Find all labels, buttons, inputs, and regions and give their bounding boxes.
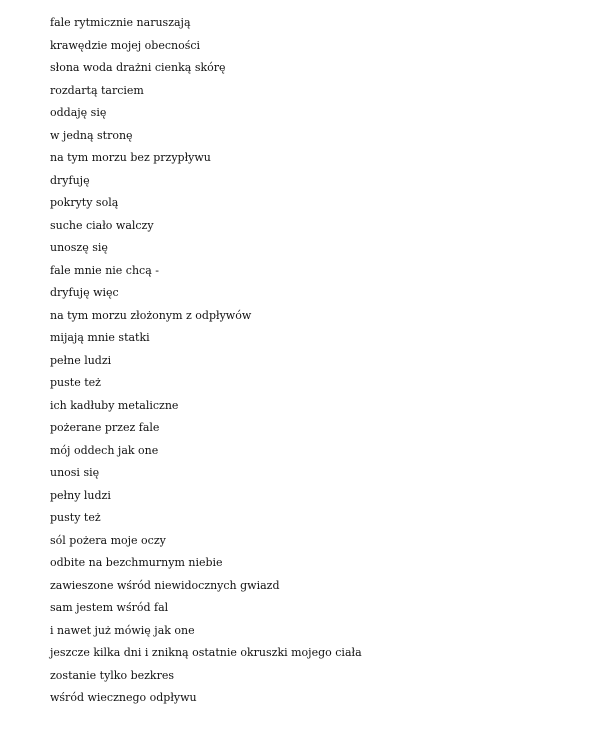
poem-line: w jedną stronę (50, 128, 133, 142)
poem-line: odbite na bezchmurnym niebie (50, 556, 223, 569)
poem-line: sól pożera moje oczy (50, 533, 166, 547)
poem-line: krawędzie mojej obecności (50, 38, 201, 52)
poem-line: mój oddech jak one (50, 443, 159, 457)
poem-line: wśród wiecznego odpływu (50, 691, 197, 704)
poem-line: słona woda drażni cienką skórę (50, 61, 226, 74)
poem-line: fale rytmicznie naruszają (50, 16, 191, 29)
poem-line: na tym morzu bez przypływu (50, 151, 211, 164)
poem-line: pełny ludzi (50, 488, 111, 502)
poem-line: ich kadłuby metaliczne (50, 398, 179, 412)
poem-line: rozdartą tarciem (50, 83, 144, 97)
poem-line: unosi się (50, 466, 100, 479)
poem-line: sam jestem wśród fal (50, 601, 169, 614)
poem-line: zostanie tylko bezkres (50, 668, 175, 682)
poem-line: fale mnie nie chcą - (50, 263, 159, 277)
poem-line: dryfuję więc (50, 286, 119, 299)
poem-line: pożerane przez fale (50, 421, 160, 434)
poem-line: pusty też (50, 511, 101, 524)
poem-line: pełne ludzi (50, 353, 112, 367)
poem-line: dryfuję (50, 173, 90, 187)
poem-line: i nawet już mówię jak one (50, 623, 195, 637)
poem-line: jeszcze kilka dni i znikną ostatnie okruszki mojego ciała (50, 646, 362, 659)
poem-line: mijają mnie statki (50, 331, 150, 344)
poem-line: pokryty solą (50, 196, 119, 209)
poem-line: unoszę się (50, 241, 108, 254)
poem-line: puste też (50, 376, 101, 389)
poem-line: suche ciało walczy (50, 218, 154, 232)
poem-text (50, 12, 362, 710)
poem-line: na tym morzu złożonym z odpływów (50, 308, 252, 322)
poem-line: zawieszone wśród niewidocznych gwiazd (50, 578, 280, 592)
poem-line: oddaję się (50, 106, 107, 119)
